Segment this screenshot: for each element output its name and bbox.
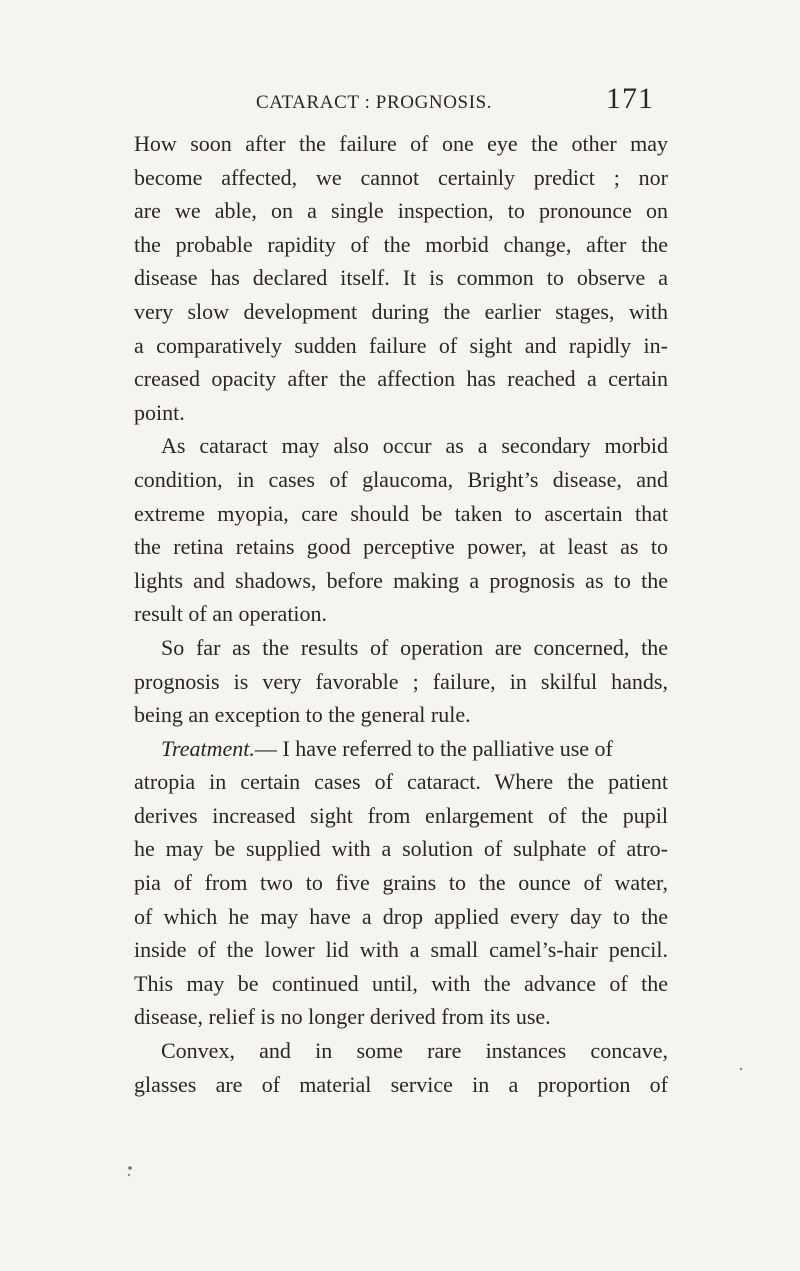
- text-line: disease, relief is no longer derived from its use.: [134, 1004, 551, 1030]
- treatment-heading: Treatment.: [161, 735, 255, 761]
- paragraph-first-line: So far as the results of operation are concerned, the: [161, 634, 668, 660]
- text-line: inside of the lower lid with a small camel’s-hair pencil.: [134, 937, 668, 963]
- paper-speck: [128, 1174, 130, 1176]
- text-line: result of an operation.: [134, 601, 328, 627]
- text-line: he may be supplied with a solution of sulphate of atro-: [134, 836, 668, 862]
- paper-speck: [128, 1166, 132, 1170]
- text-line: being an exception to the general rule.: [134, 702, 471, 728]
- running-head: [190, 84, 660, 120]
- text-line: a comparatively sudden failure of sight and rapidly in-: [134, 332, 668, 358]
- body-text: [134, 127, 668, 1101]
- text-line: pia of from two to five grains to the ounce of water,: [134, 870, 668, 896]
- text-line: derives increased sight from enlargement of the pupil: [134, 802, 668, 828]
- text-line: become affected, we cannot certainly predict ; nor: [134, 164, 668, 190]
- text-line: condition, in cases of glaucoma, Bright’s disease, and: [134, 466, 668, 492]
- text-line: glasses are of material service in a proportion of: [134, 1071, 668, 1097]
- page-number: 171: [606, 82, 654, 115]
- text-line: the probable rapidity of the morbid change, after the: [134, 231, 668, 257]
- text-line: atropia in certain cases of cataract. Where the patient: [134, 769, 668, 795]
- text-line: disease has declared itself. It is common to observe a: [134, 265, 668, 291]
- text-line: This may be continued until, with the advance of the: [134, 970, 668, 996]
- text-line: creased opacity after the affection has reached a certain: [134, 366, 668, 392]
- treatment-line-text: — I have referred to the palliative use of: [254, 735, 613, 761]
- text-line: extreme myopia, care should be taken to ascertain that: [134, 500, 668, 526]
- paper-speck: [740, 1068, 742, 1070]
- paragraph-first-line: [134, 732, 668, 766]
- text-line: prognosis is very favorable ; failure, in skilful hands,: [134, 668, 668, 694]
- text-line: very slow development during the earlier stages, with: [134, 298, 668, 324]
- paragraph-first-line: Convex, and in some rare instances concave,: [161, 1038, 668, 1064]
- text-line: How soon after the failure of one eye the other may: [134, 131, 668, 156]
- text-line: of which he may have a drop applied every day to the: [134, 903, 668, 929]
- chapter-title: CATARACT : PROGNOSIS.: [256, 92, 493, 113]
- text-line: are we able, on a single inspection, to pronounce on: [134, 198, 668, 224]
- paragraph-first-line: As cataract may also occur as a secondary morbid: [161, 433, 668, 459]
- text-line: the retina retains good perceptive power, at least as to: [134, 534, 668, 560]
- text-line: point.: [134, 399, 185, 425]
- text-line: lights and shadows, before making a prognosis as to the: [134, 567, 668, 593]
